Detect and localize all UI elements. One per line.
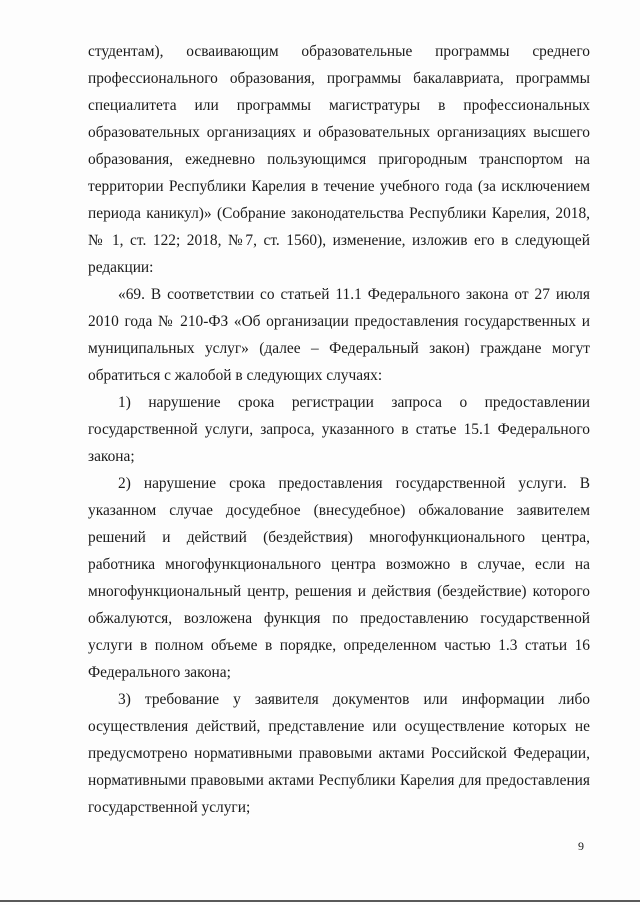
paragraph-clause-69: «69. В соответствии со статьей 11.1 Федерального закона от 27 июля 2010 года № 210-ФЗ «Об организации предоставления государственных и муниципальных услуг» (далее – Федеральный закон) граждане могут обратиться с жалобой в следующих случаях: [88, 286, 590, 384]
paragraph-item-1: 1) нарушение срока регистрации запроса о предоставлении государственной услуги, запроса, указанного в статье 15.1 Федерального закона; [88, 394, 590, 465]
paragraph-item-2: 2) нарушение срока предоставления государственной услуги. В указанном случае досудебное (внесудебное) обжалование заявителем решений и действий (бездействия) многофункционального центра, работника многофункционального центра возможно в случае, если на многофункциональный центр, решения и действия (бездействие) которого обжалуются, возложена функция по предоставлению государственной услуги в полном объеме в порядке, определенном частью 1.3 статьи 16 Федерального закона; [88, 475, 590, 681]
scan-edge-divider [0, 900, 640, 902]
paragraph-item-3: 3) требование у заявителя документов или информации либо осуществления действий, представление или осуществление которых не предусмотрено нормативными правовыми актами Российской Федерации, нормативными правовыми актами Республики Карелия для предоставления государственной услуги; [88, 691, 590, 816]
document-body [88, 38, 590, 821]
page-number: 9 [578, 839, 584, 853]
paragraph-continuation: студентам), осваивающим образовательные программы среднего профессионального образования, программы бакалавриата, программы специалитета или программы магистратуры в профессиональных образовательных организациях и образовательных организациях высшего образования, ежедневно пользующимся пригородным транспортом на территории Республики Карелия в течение учебного года (за исключением периода каникул)» (Собрание законодательства Республики Карелия, 2018, № 1, ст. 122; 2018, №7, ст. 1560), изменение, изложив его в следующей редакции: [88, 43, 590, 276]
